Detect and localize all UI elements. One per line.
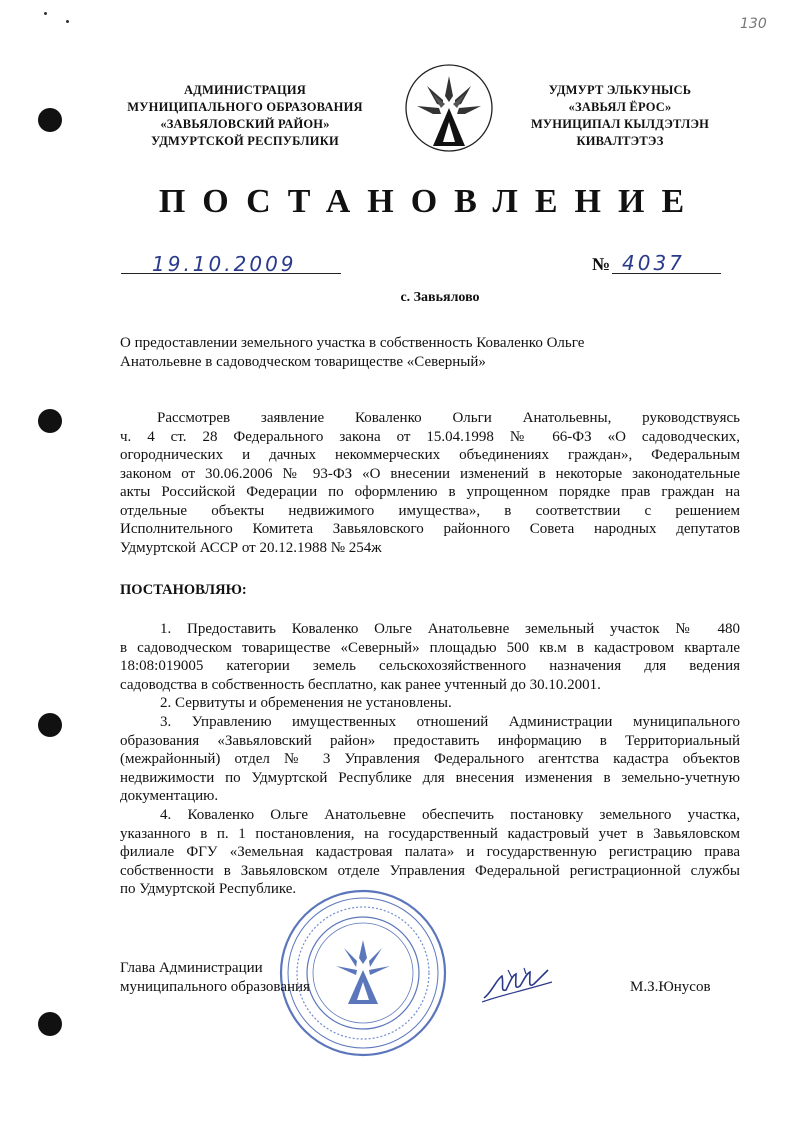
signatory-name: М.З.Юнусов [630,979,711,995]
date-handwritten: 19.10.2009 [152,252,297,276]
preamble-line: Рассмотрев заявление Коваленко Ольги Анатольевны, руководствуясь [157,410,740,426]
emblem [403,62,495,154]
item-line: в садоводческом товариществе «Северный» площадью 500 кв.м в кадастровом квартале [120,639,740,656]
header-right-line: «ЗАВЬЯЛ ЁРОС» [568,100,672,114]
preamble-line: Исполнительного Комитета Завьяловского районного Совета народных депутатов [120,521,740,537]
preamble-line: акты Российской Федерации по оформлению в упрощенном порядке прав граждан на [120,484,740,500]
header-right-line: МУНИЦИПАЛ КЫЛДЭТЛЭН [530,117,710,131]
item-line: недвижимости по Удмуртской Республике для внесения изменения в земельно-учетную [120,769,740,786]
number-underline [612,273,721,274]
preamble-line: ч. 4 ст. 28 Федерального закона от 15.04.1998 № 66-ФЗ «О садоводческих, [120,428,740,445]
date-underline [121,273,341,274]
preamble-line: огороднических и дачных некоммерческих объединениях граждан», Федеральным [120,447,740,463]
handwritten-signature [478,962,558,1006]
preamble-line: отдельные объекты недвижимого имущества», в соответствии с решением [120,502,740,519]
resolution-item-4 [120,806,740,899]
item-line: филиале ФГУ «Земельная кадастровая палата» и государственную регистрацию права [120,844,740,860]
item-line: 2. Сервитуты и обременения не установлены. [160,695,452,711]
header-right-line: КИВАЛТЭТЭЗ [576,134,664,148]
header-left-line: АДМИНИСТРАЦИЯ [183,83,307,97]
header-left-line: УДМУРТСКОЙ РЕСПУБЛИКИ [151,134,339,148]
resolution-item-2 [120,694,740,713]
item-line: 18:08:019005 категории земель сельскохозяйственного назначения для ведения [120,658,740,674]
resolution-item-1 [120,620,740,694]
position-line: муниципального образования [120,978,310,995]
resolve-label: ПОСТАНОВЛЯЮ: [120,582,247,598]
item-line: собственности в Завьяловском отделе Управления Федеральной регистрационной службы [120,862,740,879]
item-line: 1. Предоставить Коваленко Ольге Анатольевне земельный участок № 480 [160,621,740,637]
scan-speck [44,12,47,15]
preamble [120,409,740,557]
place-name: с. Завьялово [400,290,480,305]
item-line: 4. Коваленко Ольге Анатольевне обеспечить постановку земельного участка, [160,807,740,823]
document-subject [120,334,660,371]
binder-hole [38,108,62,132]
subject-line: О предоставлении земельного участка в собственность Коваленко Ольге [120,335,585,351]
header-right [520,82,720,150]
number-handwritten: 4037 [622,251,685,275]
binder-hole [38,713,62,737]
header-left [120,82,370,150]
item-line: документацию. [120,788,219,804]
binder-hole [38,409,62,433]
page-number: 130 [740,16,767,32]
item-line: 3. Управлению имущественных отношений Администрации муниципального [160,714,740,730]
item-line: указанного в п. 1 постановления, на государственный кадастровый учет в Завьяловском [120,825,740,842]
signature-position [120,959,310,996]
resolution-item-3 [120,713,740,806]
header-left-line: МУНИЦИПАЛЬНОГО ОБРАЗОВАНИЯ [127,100,363,114]
binder-hole [38,1012,62,1036]
preamble-line: законом от 30.06.2006 № 93-ФЗ «О внесении изменений в некоторые законодательные [120,465,740,482]
item-line: садоводства в собственность бесплатно, как ранее учтенный до 30.10.2001. [120,676,601,693]
subject-line: Анатольевне в садоводческом товариществе «Северный» [120,353,486,370]
position-line: Глава Администрации [120,960,263,976]
item-line: (межрайонный) отдел № 3 Управления Федерального агентства кадастра объектов [120,751,740,767]
header-left-line: «ЗАВЬЯЛОВСКИЙ РАЙОН» [160,117,330,131]
number-label: № [592,254,611,274]
scan-speck [66,20,69,23]
header-right-line: УДМУРТ ЭЛЬКУНЫСЬ [548,83,692,97]
item-line: образования «Завьяловский район» предоставить информацию в Территориальный [120,732,740,749]
item-line: по Удмуртской Республике. [120,881,297,897]
document-title: ПОСТАНОВЛЕНИЕ [158,183,702,220]
preamble-line: Удмуртской АССР от 20.12.1988 № 254ж [120,539,382,556]
